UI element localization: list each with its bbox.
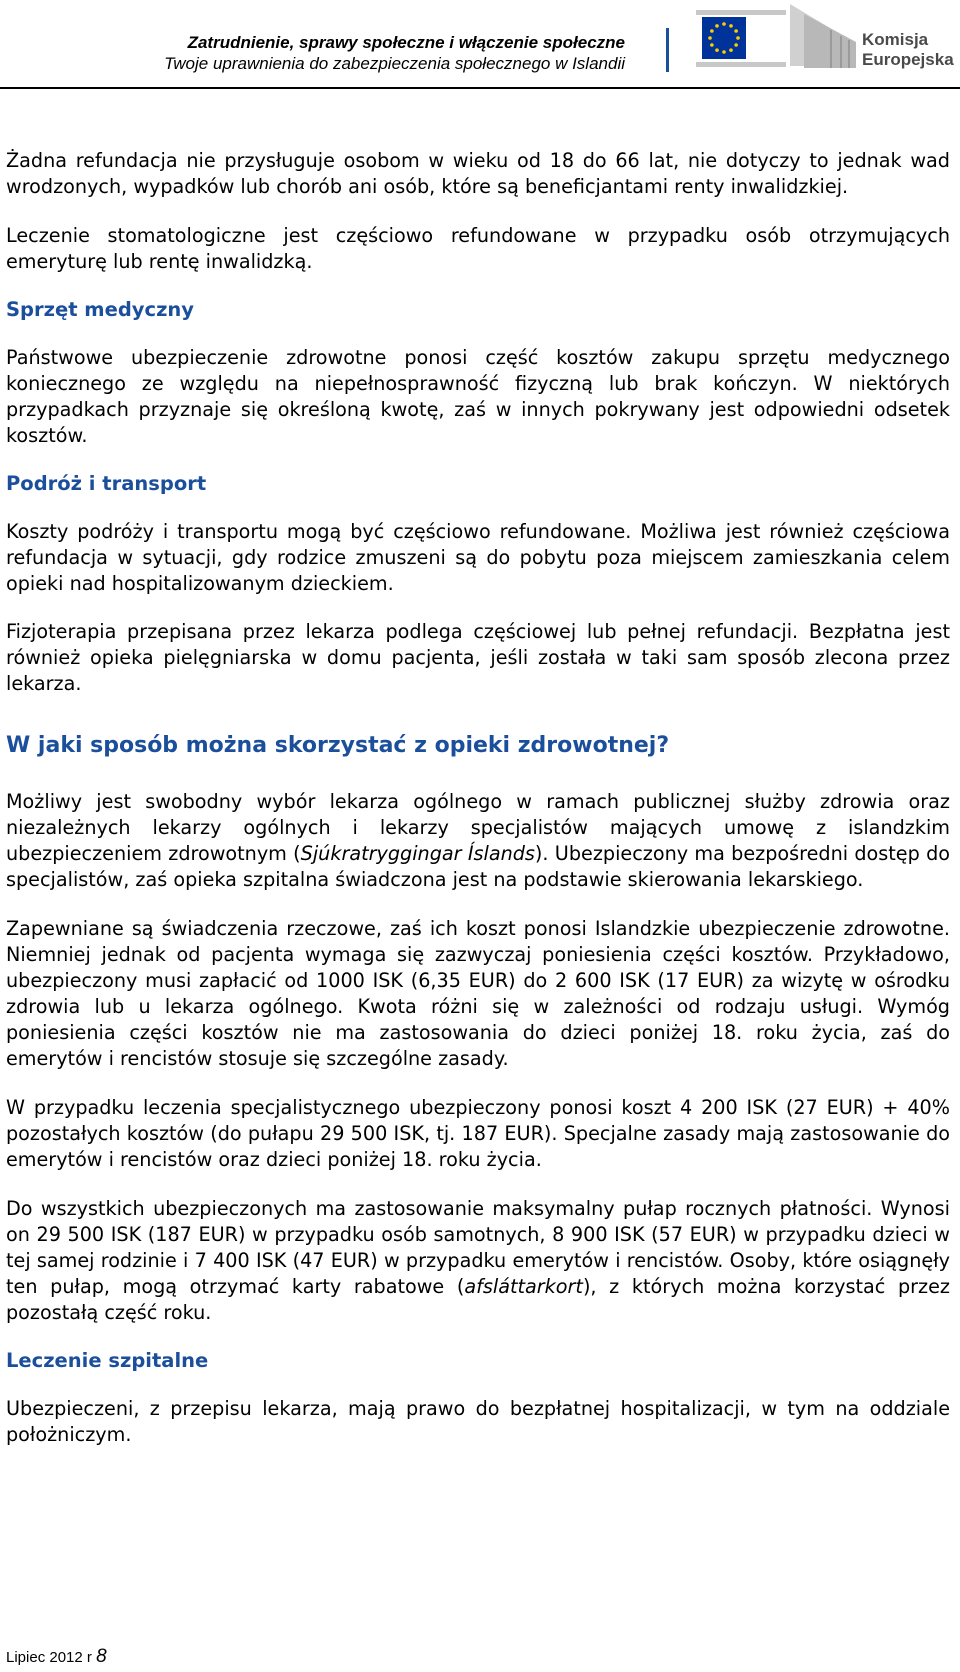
logo-line-1: Komisja (862, 30, 929, 49)
european-commission-logo (680, 0, 960, 80)
header-rule (0, 87, 960, 89)
heading-travel-transport: Podróż i transport (6, 472, 207, 495)
paragraph-physiotherapy: Fizjoterapia przepisana przez lekarza podlega częściowej lub pełnej refundacji. Bezpłatna jest również opieka pielęgniarska w domu pacjenta, jeśli została w taki sam sposób zlecona przez lekarza. (6, 620, 950, 695)
paragraph-hospital: Ubezpieczeni, z przepisu lekarza, mają prawo do bezpłatnej hospitalizacji, w tym na oddziale położniczym. (6, 1397, 950, 1446)
paragraph-annual-cap: Do wszystkich ubezpieczonych ma zastosowanie maksymalny pułap rocznych płatności. Wynosi on 29 500 ISK (187 EUR) w przypadku osób samotnych, 8 900 ISK (57 EUR) w przypadku dzieci w tej samej rodzinie i 7 400 ISK (47 EUR) w przypadku emerytów i rencistów. Osoby, które osiągnęły ten pułap, mogą otrzymać karty rabatowe (afsláttarkort), z których można korzystać przez pozostałą część roku. (6, 1197, 950, 1324)
header-subtitle: Twoje uprawnienia do zabezpieczenia społecznego w Islandii (164, 54, 625, 73)
logo-line-2: Europejska (862, 50, 954, 69)
paragraph-specialist: W przypadku leczenia specjalistycznego ubezpieczony ponosi koszt 4 200 ISK (27 EUR) + 40% pozostałych kosztów (do pułapu 29 500 ISK, tj. 187 EUR). Specjalne zasady mają zastosowanie do emerytów i rencistów oraz dzieci poniżej 18. roku życia. (6, 1096, 950, 1171)
eu-star-icon (734, 43, 738, 47)
document-body (6, 148, 950, 1448)
eu-star-icon (734, 29, 738, 33)
eu-star-icon (710, 43, 714, 47)
paragraph-travel: Koszty podróży i transportu mogą być częściowo refundowane. Możliwa jest również częściowa refundacja w sytuacji, gdy rodzice zmuszeni są do pobytu poza miejscem zamieszkania celem opieki nad hospitalizowanym dzieckiem. (6, 520, 950, 595)
heading-medical-equipment: Sprzęt medyczny (6, 298, 195, 321)
term-sjukratryggingar: Sjúkratryggingar Íslands (300, 842, 535, 865)
paragraph-cost-sharing: Zapewniane są świadczenia rzeczowe, zaś ich koszt ponosi Islandzkie ubezpieczenie zdrowotne. Niemniej jednak od pacjenta wymaga się zazwyczaj poniesienia części kosztów. Przykładowo, ubezpieczony musi zapłacić od 1000 ISK (6,35 EUR) do 2 600 ISK (17 EUR) za wizytę w ośrodku zdrowia lub u lekarza ogólnego. Kwota różni się w zależności od rodzaju usługi. Wymóg poniesienia części kosztów nie ma zastosowania do dzieci poniżej 18. roku życia, zaś do emerytów i rencistów stosuje się szczególne zasady. (6, 917, 950, 1070)
eu-star-icon (708, 36, 712, 40)
eu-star-icon (729, 48, 733, 52)
header-titles (164, 32, 625, 74)
paragraph-dental: Leczenie stomatologiczne jest częściowo refundowane w przypadku osób otrzymujących emeryturę lub rentę inwalidzką. (6, 224, 950, 273)
eu-star-icon (729, 24, 733, 28)
paragraph-refund-age: Żadna refundacja nie przysługuje osobom w wieku od 18 do 66 lat, nie dotyczy to jednak wad wrodzonych, wypadków lub chorób ani osób, które są beneficjantami renty inwalidzkiej. (6, 149, 950, 198)
eu-star-icon (715, 48, 719, 52)
heading-how-to-access: W jaki sposób można skorzystać z opieki zdrowotnej? (6, 733, 670, 758)
eu-star-icon (715, 24, 719, 28)
eu-star-icon (710, 29, 714, 33)
eu-star-icon (736, 36, 740, 40)
logo-text (862, 30, 954, 70)
footer-date: Lipiec 2012 r (6, 1649, 92, 1666)
eu-star-icon (722, 50, 726, 54)
paragraph-medical-equipment: Państwowe ubezpieczenie zdrowotne ponosi część kosztów zakupu sprzętu medycznego koniecznego ze względu na niepełnosprawność fizyczną lub brak kończyn. W niektórych przypadkach przyznaje się określoną kwotę, zaś w innych pokrywany jest odpowiedni odsetek kosztów. (6, 346, 950, 447)
header-divider (666, 28, 669, 72)
paragraph-doctor-choice: Możliwy jest swobodny wybór lekarza ogólnego w ramach publicznej służby zdrowia oraz niezależnych lekarzy ogólnych i lekarzy specjalistów mających umowę z islandzkim ubezpieczeniem zdrowotnym (Sjúkratryggingar Íslands). Ubezpieczony ma bezpośredni dostęp do specjalistów, zaś opieka szpitalna świadczona jest na podstawie skierowania lekarskiego. (6, 790, 951, 891)
eu-star-icon (722, 22, 726, 26)
term-afslattarkort: afsláttarkort (464, 1275, 583, 1298)
page-footer (6, 1646, 107, 1668)
page-number: 8 (96, 1646, 107, 1667)
page-header (0, 0, 960, 88)
header-department: Zatrudnienie, sprawy społeczne i włączenie społeczne (187, 33, 625, 52)
heading-hospital-treatment: Leczenie szpitalne (6, 1349, 209, 1372)
